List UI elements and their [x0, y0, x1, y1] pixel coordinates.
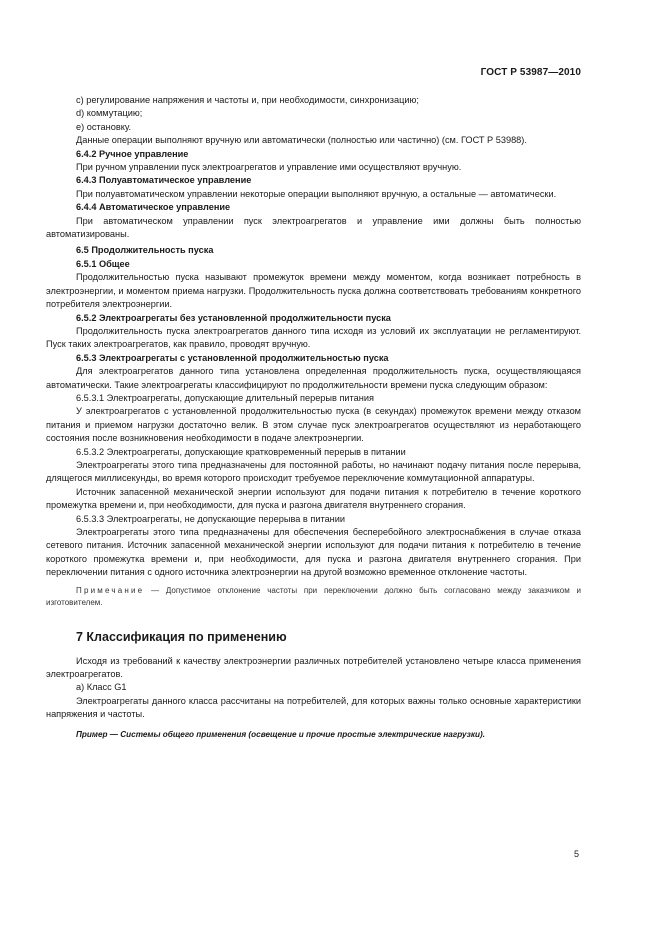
subsection-heading: 6.5.2 Электроагрегаты без установленной продолжительности пуска — [76, 312, 391, 323]
subsection-heading: 6.4.2 Ручное управление — [76, 148, 189, 159]
paragraph: Данные операции выполняют вручную или автоматически (полностью или частично) (см. ГОСТ Р 53988). — [76, 135, 527, 146]
paragraph: Продолжительность пуска электроагрегатов данного типа исходя из условий их эксплуатации не регламентируют. Пуск таких электроагрегатов, как правило, проводят вручную. — [46, 325, 581, 350]
paragraph: Электроагрегаты этого типа предназначены для обеспечения бесперебойного электроснабжения в случае отказа сетевого питания. Источник запасенной механической энергии используют для подачи питания к потребителю в течение короткого промежутка времени и, при необходимости, для пуска и разгона двигателя внутреннего сгорания. При переключении питания с одного источника электроэнергии на другой возможно временное отклонение частоты. — [46, 527, 581, 578]
paragraph: Для электроагрегатов данного типа установлена определенная продолжительность пуска, осуществляющаяся автоматически. Такие электроагрегаты классифицируют по продолжительности времени пуска следующим образом: — [46, 366, 581, 390]
paragraph: 6.5.3.2 Электроагрегаты, допускающие кратковременный перерыв в питании — [76, 446, 406, 457]
note-label: Примечание — [76, 585, 145, 595]
subsection-heading: 6.5.1 Общее — [76, 258, 130, 269]
subsection-6-text — [46, 94, 581, 580]
paragraph: Исходя из требований к качеству электроэнергии различных потребителей установлено четыре класса применения электроагрегатов. — [46, 655, 581, 680]
paragraph: Электроагрегаты данного класса рассчитаны на потребителей, для которых важны только основные характеристики напряжения и частоты. — [46, 695, 581, 720]
paragraph: d) коммутацию; — [76, 108, 143, 119]
paragraph: Электроагрегаты этого типа предназначены для постоянной работы, но начинают подачу питания после перерыва, длящегося миллисекунды, во время которого происходит требуемое переключение коммутационной аппаратуры. — [46, 459, 581, 484]
subsection-heading: 6.4.4 Автоматическое управление — [76, 202, 231, 213]
paragraph: У электроагрегатов с установленной продолжительностью пуска (в секундах) промежуток времени между отказом питания и приемом нагрузки достаточно велик. В этом случае пуск электроагрегатов осуществляют из неработающего состояния после возникновения необходимости в подаче электроэнергии. — [46, 406, 581, 444]
note-text: — Допустимое отклонение частоты при переключении должно быть согласовано между заказчиком и изготовителем. — [46, 585, 581, 607]
paragraph: e) остановку. — [76, 121, 132, 132]
page-header: ГОСТ Р 53987—2010 — [480, 67, 581, 78]
paragraph: 6.5.3.1 Электроагрегаты, допускающие длительный перерыв питания — [76, 392, 374, 403]
paragraph: При ручном управлении пуск электроагрегатов и управление ими осуществляют вручную. — [76, 162, 462, 173]
paragraph: При полуавтоматическом управлении некоторые операции выполняют вручную, а остальные — автоматически. — [76, 188, 557, 199]
note — [46, 585, 581, 609]
example: Пример — Системы общего применения (освещение и прочие простые электрические нагрузки). — [76, 729, 486, 739]
section-7-text — [46, 655, 581, 722]
paragraph: Источник запасенной механической энергии используют для подачи питания к потребителю в течение короткого промежутка времени и, при необходимости, для пуска и разгона двигателя внутреннего сгорания. — [46, 486, 581, 511]
document-body — [46, 94, 581, 741]
paragraph: a) Класс G1 — [76, 682, 127, 693]
paragraph: c) регулирование напряжения и частоты и, при необходимости, синхронизацию; — [76, 95, 419, 105]
paragraph: При автоматическом управлении пуск электроагрегатов и управление ими должны быть полностью автоматизированы. — [46, 215, 581, 240]
subsection-heading: 6.5 Продолжительность пуска — [76, 245, 214, 256]
section-7-title: 7 Классификация по применению — [76, 629, 287, 644]
paragraph: Продолжительностью пуска называют промежуток времени между моментом, когда возникает потребность в электроэнергии, и моментом приема нагрузки. Продолжительность пуска должна соответствовать требованиям конкретного потребителя электроэнергии. — [46, 272, 581, 310]
subsection-heading: 6.5.3 Электроагрегаты с установленной продолжительностью пуска — [76, 352, 389, 363]
subsection-heading: 6.4.3 Полуавтоматическое управление — [76, 175, 252, 186]
paragraph: 6.5.3.3 Электроагрегаты, не допускающие перерыва в питании — [76, 513, 346, 524]
page-number: 5 — [573, 849, 579, 859]
